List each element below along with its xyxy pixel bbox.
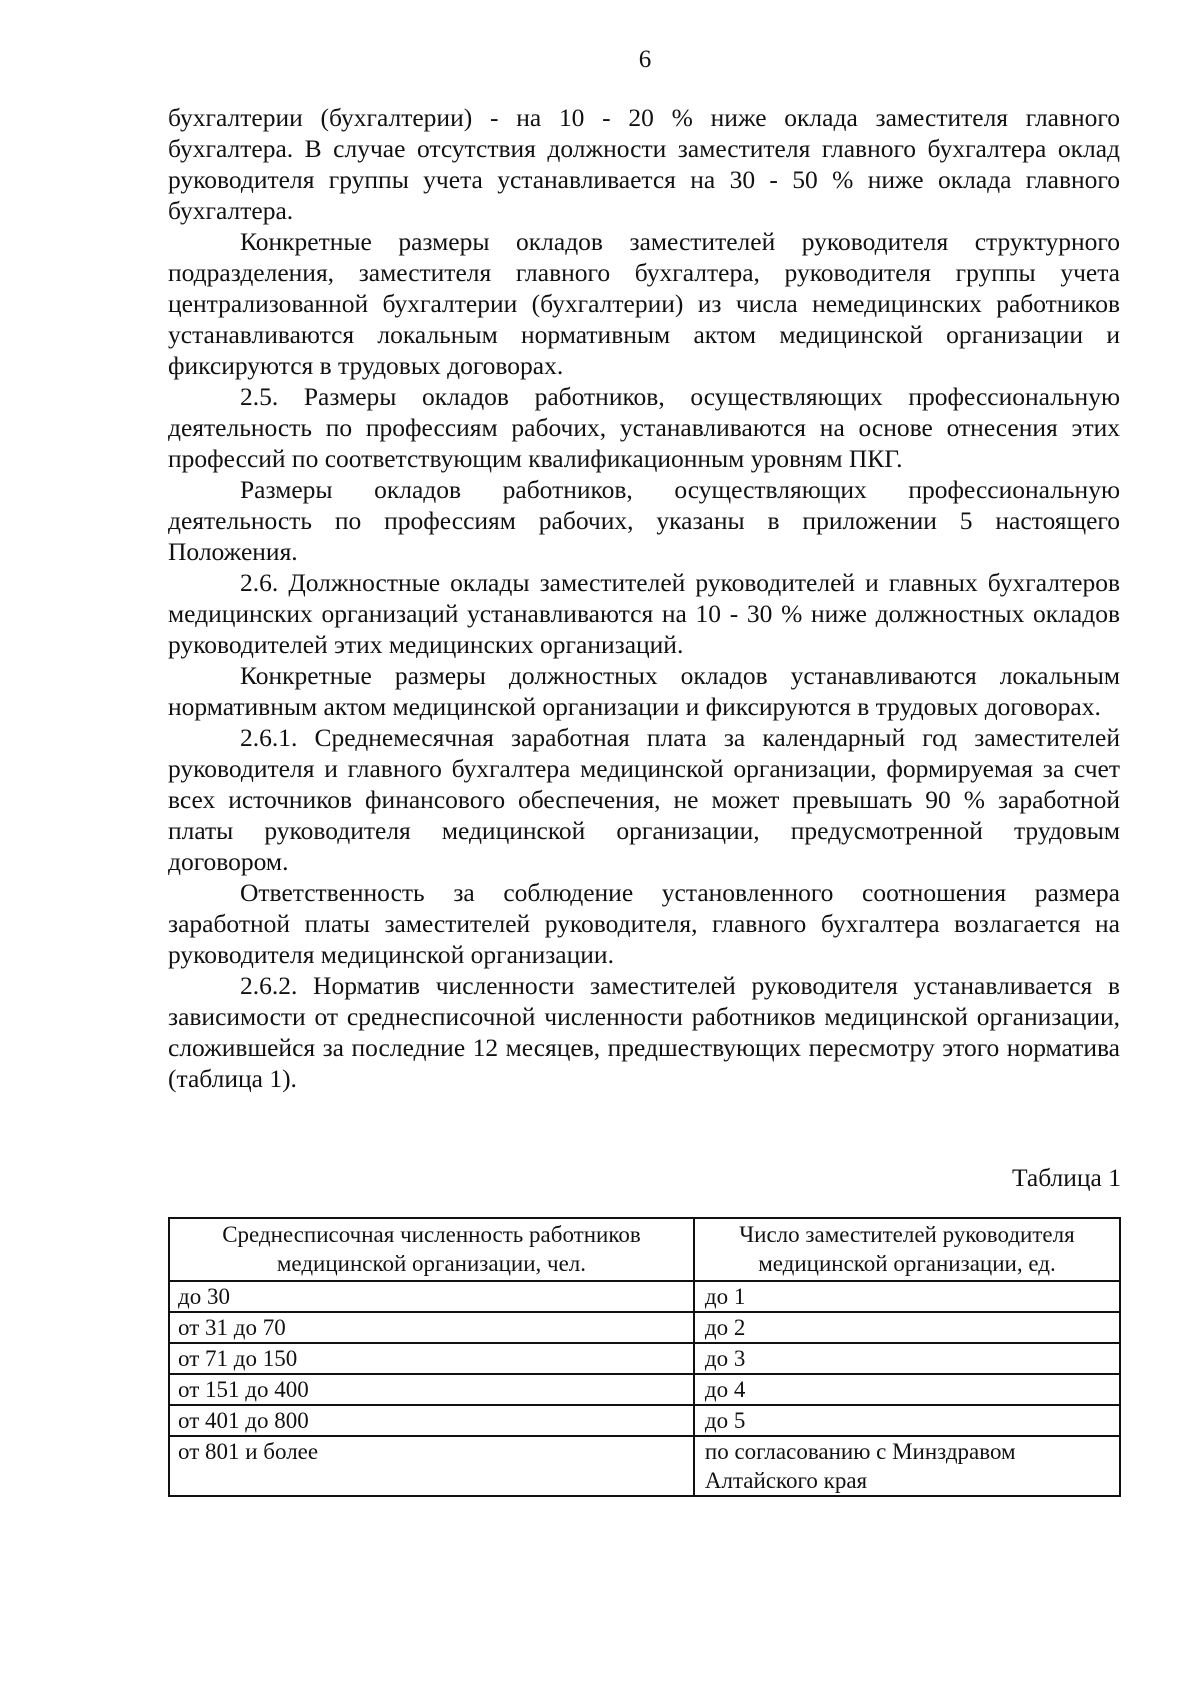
table-cell-deputies: до 3 [694, 1343, 1120, 1374]
table-header-row [169, 1218, 1120, 1281]
table-cell-deputies: до 1 [694, 1281, 1120, 1312]
table-cell-headcount: до 30 [169, 1281, 694, 1312]
table-row [169, 1312, 1120, 1343]
table-cell-deputies: до 2 [694, 1312, 1120, 1343]
table-row [169, 1374, 1120, 1405]
table-row [169, 1436, 1120, 1496]
table-cell-headcount: от 801 и более [169, 1436, 694, 1496]
table-row [169, 1405, 1120, 1436]
paragraph: Ответственность за соблюдение установленного соотношения размера заработной платы заместителей руководителя, главного бухгалтера возлагается на руководителя медицинской организации. [168, 878, 1120, 969]
table-cell-deputies: до 4 [694, 1374, 1120, 1405]
paragraph: 2.6.1. Среднемесячная заработная плата за календарный год заместителей руководителя и главного бухгалтера медицинской организации, формируемая за счет всех источников финансового обеспечения, не может превышать 90 % заработной платы руководителя медицинской организации, предусмотренной трудовым договором. [168, 723, 1120, 876]
table-cell-headcount: от 151 до 400 [169, 1374, 694, 1405]
paragraph: 2.6. Должностные оклады заместителей руководителей и главных бухгалтеров медицинских организаций устанавливаются на 10 - 30 % ниже должностных окладов руководителей этих медицинских организаций. [168, 568, 1120, 659]
table-row [169, 1281, 1120, 1312]
table-cell-headcount: от 71 до 150 [169, 1343, 694, 1374]
paragraph: бухгалтерии (бухгалтерии) - на 10 - 20 % ниже оклада заместителя главного бухгалтера. В случае отсутствия должности заместителя главного бухгалтера оклад руководителя группы учета устанавливается на 30 - 50 % ниже оклада главного бухгалтера. [168, 103, 1120, 225]
staffing-table [168, 1217, 1121, 1497]
table-cell-deputies: по согласованию с Минздравом Алтайского края [694, 1436, 1120, 1496]
paragraph: Размеры окладов работников, осуществляющих профессиональную деятельность по профессиям рабочих, указаны в приложении 5 настоящего Положения. [168, 475, 1120, 566]
paragraph: 2.5. Размеры окладов работников, осуществляющих профессиональную деятельность по профессиям рабочих, устанавливаются на основе отнесения этих профессий по соответствующим квалификационным уровням ПКГ. [168, 382, 1120, 473]
table-cell-headcount: от 31 до 70 [169, 1312, 694, 1343]
paragraph: Конкретные размеры должностных окладов устанавливаются локальным нормативным актом медицинской организации и фиксируются в трудовых договорах. [168, 661, 1120, 721]
table-cell-headcount: от 401 до 800 [169, 1405, 694, 1436]
paragraph: Конкретные размеры окладов заместителей руководителя структурного подразделения, заместителя главного бухгалтера, руководителя группы учета централизованной бухгалтерии (бухгалтерии) из числа немедицинских работников устанавливаются локальным нормативным актом медицинской организации и фиксируются в трудовых договорах. [168, 227, 1120, 380]
header-cell-headcount: Среднесписочная численность работников медицинской организации, чел. [169, 1218, 694, 1281]
table-row [169, 1343, 1120, 1374]
table-cell-deputies: до 5 [694, 1405, 1120, 1436]
paragraph: 2.6.2. Норматив численности заместителей руководителя устанавливается в зависимости от среднесписочной численности работников медицинской организации, сложившейся за последние 12 месяцев, предшествующих пересмотру этого норматива (таблица 1). [168, 971, 1120, 1093]
header-cell-deputies: Число заместителей руководителя медицинской организации, ед. [694, 1218, 1120, 1281]
page-number: 6 [638, 46, 652, 73]
body-text [168, 102, 1120, 1094]
table-caption: Таблица 1 [1011, 1163, 1121, 1192]
